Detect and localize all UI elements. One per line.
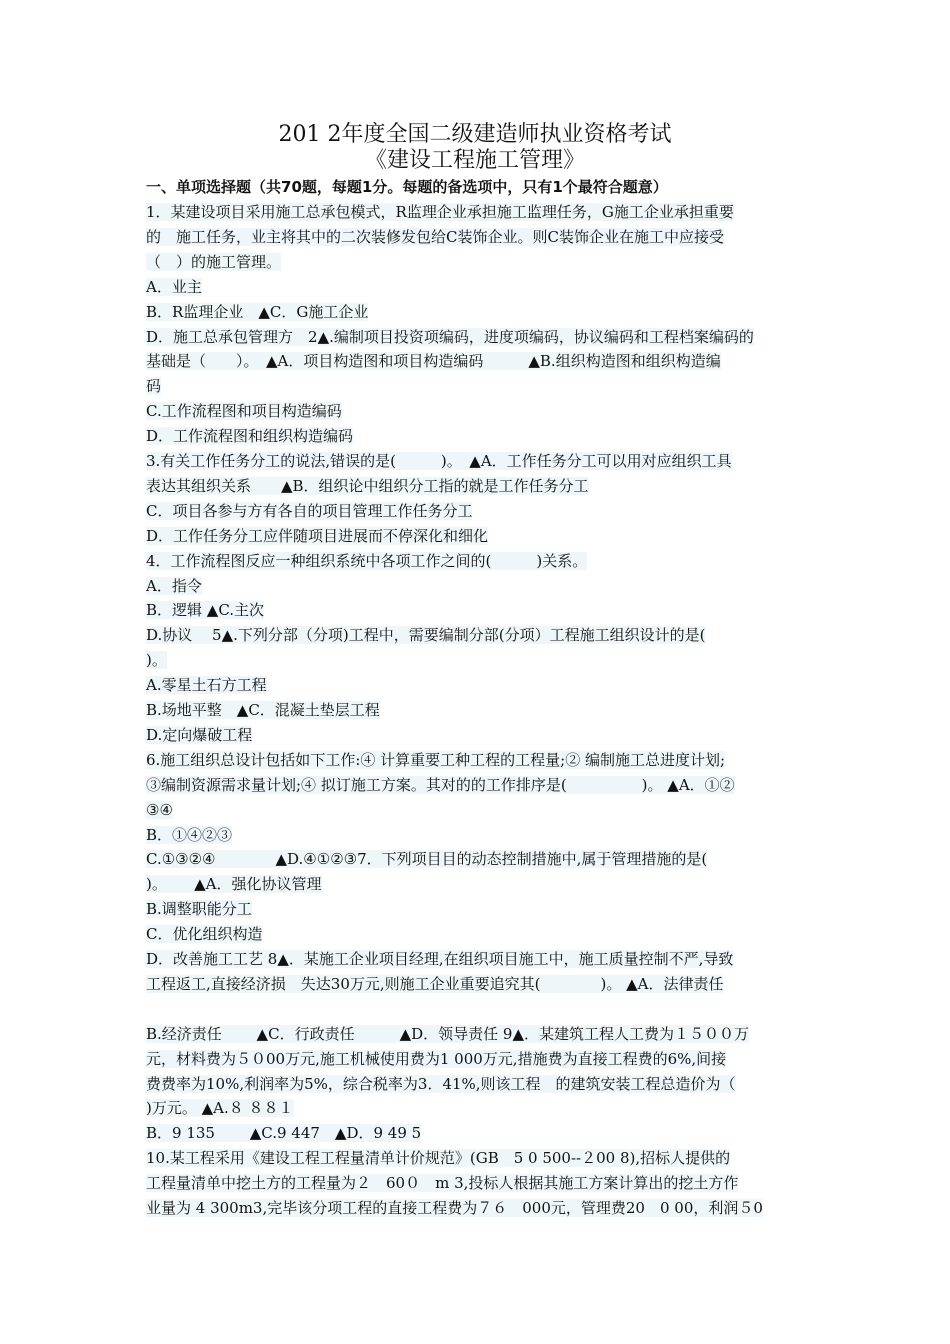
text-line-content: B.场地平整 ▲C．混凝土垫层工程 [146,701,380,719]
text-line [146,227,724,247]
text-line [146,426,353,446]
text-line-content: 表达其组织关系 ▲B．组织论中组织分工指的就是工作任务分工 [146,477,589,495]
text-line-content: 4．工作流程图反应一种组织系统中各项工作之间的( )关系。 [146,552,588,570]
text-line-content: D．工作任务分工应伴随项目进展而不停深化和细化 [146,527,489,545]
text-line [146,949,733,969]
text-line-content: ③编制资源需求量计划;④ 拟订施工方案。其对的的工作排序是( )。 ▲A．①② [146,776,735,794]
text-line [146,526,488,546]
text-line [146,800,173,820]
text-line-content: 6.施工组织总设计包括如下工作:④ 计算重要工种工程的工程量;② 编制施工总进度计划; [146,751,726,769]
text-line-content: C．项目各参与方有各自的项目管理工作任务分工 [146,502,473,520]
text-line [146,1198,763,1218]
text-line [146,551,587,571]
text-line [146,750,725,770]
text-line [146,675,267,695]
text-line-content: 码 [146,377,162,395]
text-line-content: 1．某建设项目采用施工总承包模式，R监理企业承担施工监理任务，G施工企业承担重要 [146,203,734,221]
text-line-content: C．优化组织构造 [146,925,263,943]
doc-title: 201 2年度全国二级建造师执业资格考试 [278,122,672,147]
text-line-content: 3.有关工作任务分工的说法,错误的是( )。 ▲A．工作任务分工可以用对应组织工具 [146,452,732,470]
text-line [146,1123,421,1143]
text-line-content: 的 施工任务，业主将其中的二次装修发包给C装饰企业。则C装饰企业在施工中应接受 [146,228,724,246]
text-line [146,501,472,521]
text-line-content: C.工作流程图和项目构造编码 [146,402,342,420]
text-line-content: D．工作流程图和组织构造编码 [146,427,354,445]
text-line [146,1074,736,1094]
text-line-content: （ ）的施工管理。 [146,253,282,271]
text-line [146,899,252,919]
text-line [146,376,161,396]
text-line [146,1049,726,1069]
text-line [146,401,342,421]
text-line [146,277,202,297]
text-line-content: A.零星土石方工程 [146,676,267,694]
text-line [146,625,705,645]
text-line-content: B．逻辑 ▲C.主次 [146,601,265,619]
text-line [146,849,707,869]
text-line [146,725,252,745]
text-line-content: 业量为 4 300m3,完毕该分项工程的直接工程费为７６ 000元，管理费20 0 00，利润５0 [146,1199,763,1217]
text-line-content: B.调整职能分工 [146,900,252,918]
text-line [146,974,723,994]
text-line-content: B．①④②③ [146,826,233,844]
text-line [146,327,754,347]
text-line [146,700,380,720]
text-line [146,924,262,944]
text-line [146,476,589,496]
text-line [146,351,721,371]
text-line-content: C.①③②④ ▲D.④①②③7．下列项目目的动态控制措施中,属于管理措施的是( [146,850,708,868]
text-line-content: 10.某工程采用《建设工程工程量清单计价规范》(GB 5 0 500--２00 8),招标人提供的 [146,1149,731,1167]
text-line [146,825,232,845]
text-line-content: 工程量清单中挖土方的工程量为２ 60０ m 3,投标人根据其施工方案计算出的挖土方作 [146,1174,739,1192]
text-line [146,1148,730,1168]
text-line-content: D．施工总承包管理方 2▲.编制项目投资项编码，进度项编码，协议编码和工程档案编码的 [146,328,754,346]
text-line-content: )。 ▲A．强化协议管理 [146,875,322,893]
text-line-content: D.定向爆破工程 [146,726,253,744]
doc-subtitle: 《建设工程施工管理》 [364,148,585,173]
text-line-content: D．改善施工工艺 8▲．某施工企业项目经理,在组织项目施工中，施工质量控制不严,导致 [146,950,734,968]
text-line [146,775,735,795]
text-line-content: A．业主 [146,278,202,296]
text-line [146,302,368,322]
text-line [146,1024,749,1044]
text-line [146,874,322,894]
text-line [146,1173,738,1193]
text-line-content: B．R监理企业 ▲C．G施工企业 [146,303,369,321]
text-line-content: 元，材料费为５０00万元,施工机械使用费为1 000万元,措施费为直接工程费的6%,间接 [146,1050,727,1068]
section-heading: 一、单项选择题（共70题，每题1分。每题的备选项中，只有1个最符合题意） [146,178,668,196]
text-line-content: B.经济责任 ▲C．行政责任 ▲D．领导责任 9▲．某建筑工程人工费为１５００万 [146,1025,749,1043]
text-line-content: B．9 135 ▲C.9 447 ▲D．9 49 5 [146,1124,422,1142]
text-line-content: 基础是（ ）。 ▲A．项目构造图和项目构造编码 ▲B.组织构造图和组织构造编 [146,352,721,370]
text-line-content: )。 [146,651,167,669]
text-line [146,252,281,272]
text-line-content: ③④ [146,801,173,819]
text-line-content: )万元。 ▲A.８ ８８１ [146,1099,294,1117]
text-line [146,1098,294,1118]
text-line-content: D.协议 5▲.下列分部（分项)工程中，需要编制分部(分项）工程施工组织设计的是( [146,626,706,644]
text-line [146,650,167,670]
text-line-content: 工程返工,直接经济损 失达30万元,则施工企业重要追究其( )。 ▲A．法律责任 [146,975,724,993]
text-line-content: A．指令 [146,577,202,595]
text-line [146,202,734,222]
text-line-content: 费费率为10%,利润率为5%，综合税率为3．41%,则该工程 的建筑安装工程总造价为（ [146,1075,736,1093]
text-line [146,576,202,596]
text-line [146,600,264,620]
text-line [146,451,732,471]
